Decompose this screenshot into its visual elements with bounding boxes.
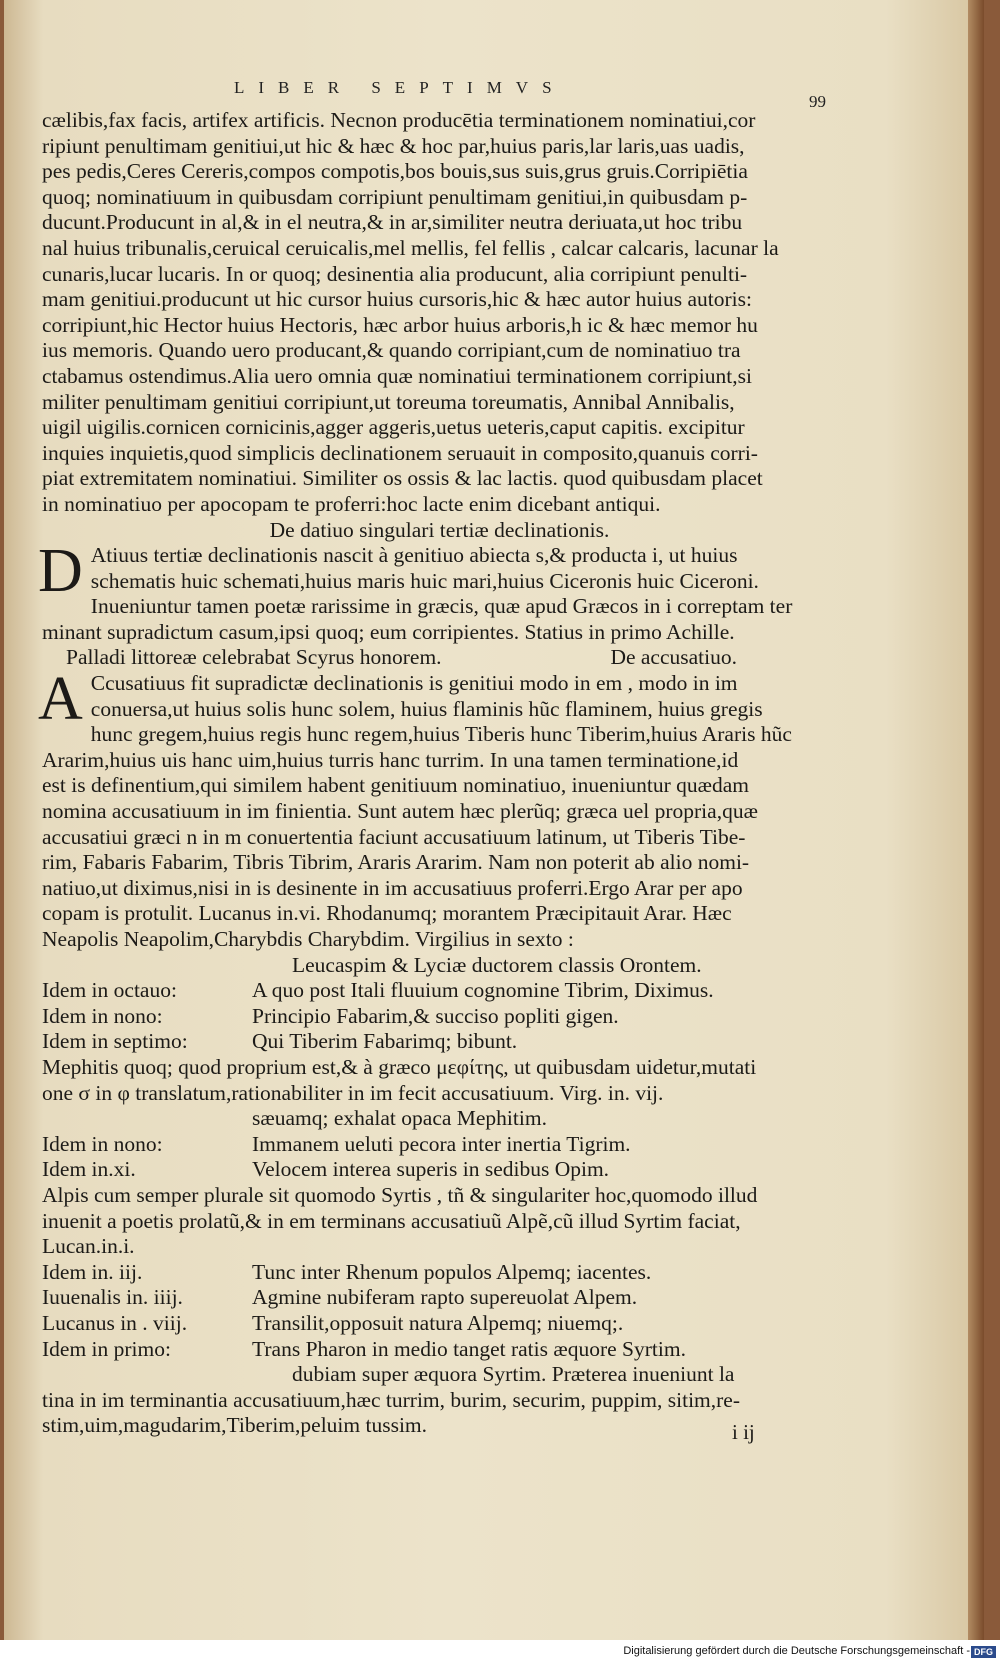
verse-quote: Trans Pharon in medio tanget ratis æquore Syrtim.: [252, 1336, 686, 1361]
text-line: Alpis cum semper plurale sit quomodo Syrtis , tñ & singulariter hoc,quomodo illud: [42, 1182, 758, 1207]
text-line: conuersa,ut huius solis hunc solem, huius flaminis hũc flaminem, huius gregis: [90, 696, 763, 721]
text-line: ripiunt penultimam genitiui,ut hic & hæc & hoc par,huius paris,lar laris,uas uadis,: [42, 133, 745, 158]
verse-quote: dubiam super æquora Syrtim. Præterea inueniunt la: [292, 1362, 735, 1387]
citation-row: [42, 1260, 837, 1286]
text-line: minant supradictum casum,ipsi quoq; eum corripientes. Statius in primo Achille.: [42, 619, 735, 644]
verse-quote: Immanem ueluti pecora inter inertia Tigrim.: [252, 1131, 631, 1156]
text-line: tina in im terminantia accusatiuum,hæc turrim, burim, securim, puppim, sitim,re-: [42, 1387, 741, 1412]
verse-quote: Qui Tiberim Fabarimq; bibunt.: [252, 1029, 518, 1054]
text-line: Ararim,huius uis hanc uim,huius turris hanc turrim. In una tamen terminatione,id: [42, 747, 739, 772]
citation-label: Iuuenalis in. iiij.: [42, 1285, 183, 1310]
citation-row: [42, 1029, 837, 1055]
citation-label: Lucan.in.i.: [42, 1234, 135, 1259]
paragraph-dative: [38, 537, 837, 645]
drop-cap-initial: D: [38, 537, 83, 606]
text-line: mam genitiui.producunt ut hic cursor huius cursoris,hic & hæc autor huius autoris:: [42, 287, 752, 312]
citation-row: [42, 1157, 837, 1183]
text-line: natiuo,ut diximus,nisi in is desinente in im accusatiuus proferri.Ergo Arar per apo: [42, 875, 743, 900]
verse-quote: sæuamq; exhalat opaca Mephitim.: [252, 1106, 547, 1131]
citation-row: [42, 1004, 837, 1030]
text-line: corripiunt,hic Hector huius Hectoris, hæc arbor huius arboris,h ic & hæc memor hu: [42, 312, 758, 337]
text-line: militer penultimam genitiui corripiunt,ut toreuma toreumatis, Annibal Annibalis,: [42, 389, 735, 414]
text-line: schematis huic schemati,huius maris huic mari,huius Ciceronis huic Ciceroni.: [90, 568, 759, 593]
verse-quote: Principio Fabarim,& succiso popliti gigen.: [252, 1003, 619, 1028]
text-line: hunc gregem,huius regis hunc regem,huius Tiberis hunc Tiberim,huius Araris hũc: [90, 722, 792, 747]
text-line: accusatiui græci n in m conuertentia faciunt accusatiuum latinum, ut Tiberis Tibe-: [42, 824, 746, 849]
citation-row: [42, 1337, 837, 1363]
citation-row: [42, 1234, 837, 1260]
section-heading-accusative: De accusatiuo.: [610, 645, 737, 670]
text-line: Inueniuntur tamen poetæ rarissime in græcis, quæ apud Græcos in i correptam ter: [90, 594, 793, 619]
text-line: rim, Fabaris Fabarim, Tibris Tibrim, Araris Ararim. Nam non poterit ab alio nomi-: [42, 850, 750, 875]
footer-credit: Digitalisierung gefördert durch die Deutsche Forschungsgemeinschaft -: [623, 1645, 970, 1657]
section-heading-dative: De datiuo singulari tertiæ declinationis.: [269, 517, 610, 542]
digitization-footer: [0, 1640, 1000, 1666]
text-line: Neapolis Neapolim,Charybdis Charybdim. Virgilius in sexto :: [42, 927, 574, 951]
text-line: cunaris,lucar lucaris. In or quoq; desinentia alia producunt, alia corripiunt penulti-: [42, 261, 748, 286]
book-page: [4, 0, 984, 1640]
paragraph-accusative: [38, 665, 837, 953]
paragraph-genitive: [42, 108, 837, 518]
verse-quote: Agmine nubiferam rapto supereuolat Alpem.: [252, 1285, 638, 1310]
citation-label: Idem in nono:: [42, 1131, 163, 1156]
dfg-logo: DFG: [971, 1646, 996, 1658]
text-line: inquies inquietis,quod simplicis declinationem seruauit in composito,quanuis corri-: [42, 440, 758, 465]
text-line: cælibis,fax facis, artifex artificis. Necnon producētia terminationem nominatiui,cor: [42, 108, 756, 132]
text-line: Ccusatiuus fit supradictæ declinationis is genitiui modo in em , modo in im: [90, 671, 738, 696]
text-line: inuenit a poetis prolatũ,& in em terminans accusatiuũ Alpẽ,cũ illud Syrtim faciat,: [42, 1208, 741, 1233]
folio-number: 99: [809, 92, 826, 111]
citation-label: Idem in primo:: [42, 1336, 171, 1361]
citation-label: Idem in nono:: [42, 1003, 163, 1028]
citation-row: [42, 1132, 837, 1158]
text-line: Mephitis quoq; quod proprium est,& à græco μεφίτης, ut quibusdam uidetur,mutati: [42, 1054, 757, 1079]
text-line: piat extremitatem nominatiui. Similiter os ossis & lac lactis. quod quibusdam placet: [42, 466, 763, 491]
verse-quote: A quo post Itali fluuium cognomine Tibrim, Diximus.: [252, 978, 714, 1003]
verse-quote: Leucaspim & Lyciæ ductorem classis Orontem.: [292, 952, 702, 977]
signature-mark: i ij: [732, 1420, 755, 1444]
main-text: [38, 108, 837, 1439]
verse-quote: Tunc inter Rhenum populos Alpemq; iacentes.: [252, 1259, 652, 1284]
citation-label: Idem in septimo:: [42, 1029, 188, 1054]
citation-label: Idem in. iij.: [42, 1259, 143, 1284]
text-line: quoq; nominatiuum in quibusdam corripiunt penultimam genitiui,in quibusdam p-: [42, 184, 748, 209]
text-line: in nominatiuo per apocopam te proferri:hoc lacte enim dicebant antiqui.: [42, 491, 661, 516]
verse-quote: Velocem interea superis in sedibus Opim.: [252, 1157, 610, 1182]
text-line: ctabamus ostendimus.Alia uero omnia quæ nominatiui terminationem corripiunt,si: [42, 363, 752, 388]
citation-row: [42, 978, 837, 1004]
text-line: ius memoris. Quando uero producant,& quando corripiant,cum de nominatiuo tra: [42, 338, 741, 363]
text-line: nal huius tribunalis,ceruical ceruicalis,mel mellis, fel fellis , calcar calcaris, lacunar la: [42, 235, 779, 260]
text-line: Atiuus tertiæ declinationis nascit à genitiuo abiecta s,& producta i, ut huius: [90, 543, 738, 568]
verse-quote: [252, 1234, 837, 1260]
text-line: nomina accusatiuum in im finientia. Sunt autem hæc plerũq; græca uel propria,quæ: [42, 799, 758, 824]
citation-row: [42, 1285, 837, 1311]
text-line: copam is protulit. Lucanus in.vi. Rhodanumq; morantem Præcipitauit Arar. Hæc: [42, 901, 732, 926]
text-line: est is definentium,qui similem habent genitiuum nominatiuo, inueniuntur quædam: [42, 773, 750, 798]
verse-quote: Palladi littoreæ celebrabat Scyrus honorem.: [66, 645, 442, 670]
running-head: LIBER SEPTIMVS: [234, 78, 566, 97]
citation-label: Lucanus in . viij.: [42, 1310, 188, 1335]
drop-cap-initial: A: [38, 665, 83, 734]
citation-label: Idem in.xi.: [42, 1157, 136, 1182]
text-line: uigil uigilis.cornicen cornicinis,agger aggeris,uetus ueteris,caput capitis. excipitur: [42, 415, 745, 440]
text-line: ducunt.Producunt in al,& in el neutra,& in ar,similiter neutra deriuata,ut hoc tribu: [42, 210, 743, 235]
page-edge: [968, 0, 984, 1640]
citation-row: [42, 1311, 837, 1337]
text-line: stim,uim,magudarim,Tiberim,peluim tussim.: [42, 1413, 428, 1438]
verse-quote: Transilit,opposuit natura Alpemq; niuemq;.: [252, 1310, 624, 1335]
verse-and-heading-row: [42, 645, 837, 671]
citation-label: Idem in octauo:: [42, 978, 177, 1003]
text-line: pes pedis,Ceres Cereris,compos compotis,bos bouis,sus suis,grus gruis.Corripiētia: [42, 159, 748, 184]
text-line: one σ in φ translatum,rationabiliter in im fecit accusatiuum. Virg. in. vij.: [42, 1080, 664, 1105]
